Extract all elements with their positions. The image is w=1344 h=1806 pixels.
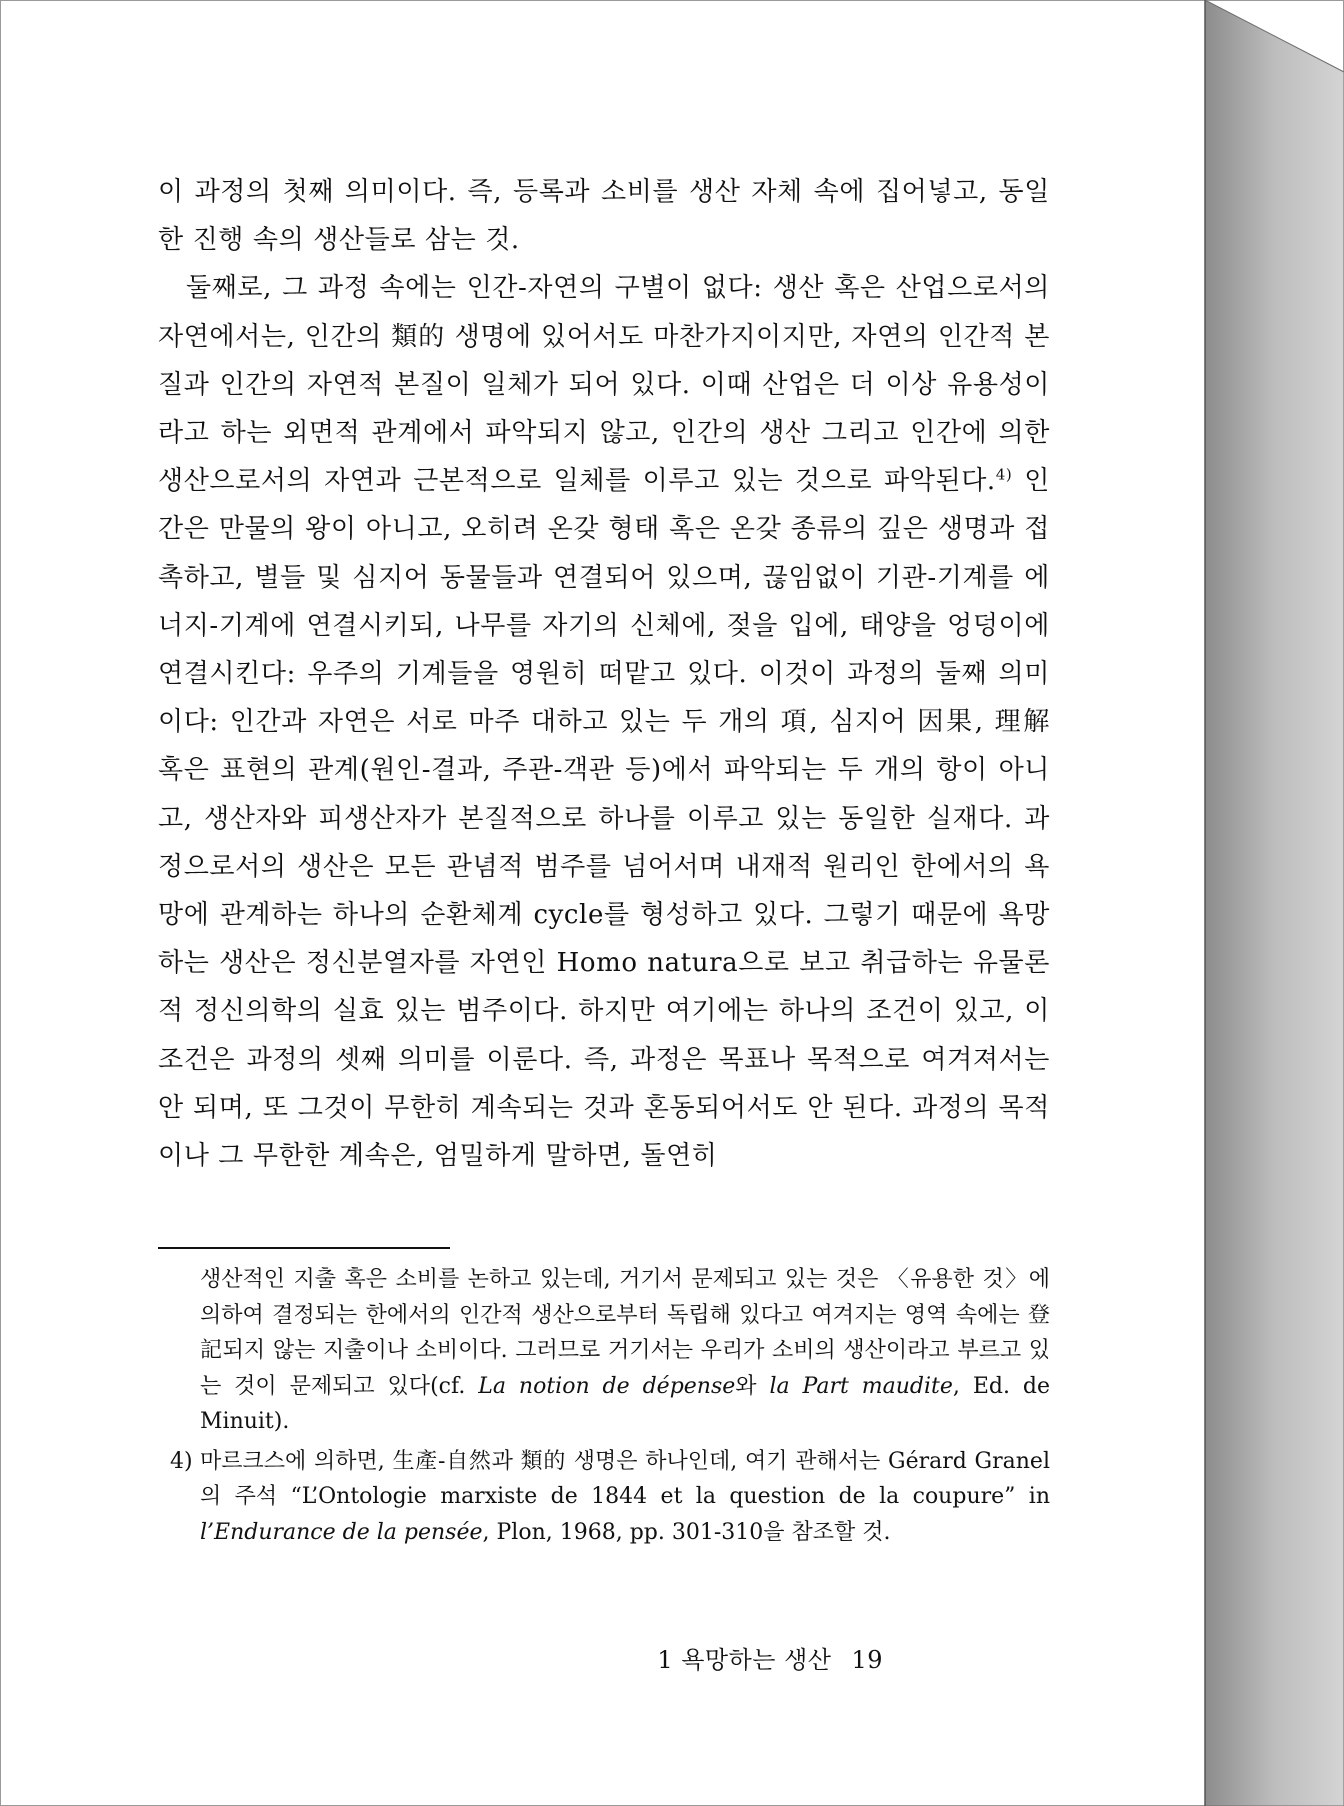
footnote-3-end: , Ed. de Minuit). [200, 1373, 1051, 1434]
footnote-reference-4: 4) [995, 465, 1013, 484]
footnote-3-continued [200, 1262, 1050, 1440]
footnote-4-number: 4) [170, 1448, 193, 1474]
footnote-rule [158, 1247, 450, 1249]
footnote-3-title-1: La notion de dépense [478, 1373, 736, 1399]
footnotes [170, 1262, 1051, 1550]
footnote-4-title: l’Endurance de la pensée [200, 1519, 483, 1545]
footnote-4 [170, 1444, 1050, 1551]
page-number: 19 [851, 1646, 883, 1674]
footnote-4-text-a: 마르크스에 의하면, 生產-自然과 類的 생명은 하나인데, 여기 관해서는 Gérard Granel의 주석 “L’Ontologie marxiste de 1844 et la question de la coupure” in [200, 1448, 1050, 1509]
page-footer [657, 1640, 883, 1675]
body-text [158, 168, 1050, 1180]
footnote-3-text: 생산적인 지출 혹은 소비를 논하고 있는데, 거기서 문제되고 있는 것은 〈유용한 것〉에 의하여 결정되는 한에서의 인간적 생산으로부터 독립해 있다고 여겨지는 영역 속에는 登記되지 않는 지출이나 소비이다. 그러므로 거기서는 우리가 소비의 생산이라고 부르고 있는 것이 문제되고 있다(cf. [200, 1267, 1050, 1399]
paragraph-1: 이 과정의 첫째 의미이다. 즉, 등록과 소비를 생산 자체 속에 집어넣고, 동일한 진행 속의 생산들로 삼는 것. [158, 177, 1050, 256]
footnote-3-mid: 와 [735, 1373, 770, 1399]
paragraph-2-part-a: 둘째로, 그 과정 속에는 인간-자연의 구별이 없다: 생산 혹은 산업으로서의 자연에서는, 인간의 類的 생명에 있어서도 마찬가지이지만, 자연의 인간적 본질과 인간의 자연적 본질이 일체가 되어 있다. 이때 산업은 더 이상 유용성이라고 하는 외면적 관계에서 파악되지 않고, 인간의 생산 그리고 인간에 의한 생산으로서의 자연과 근본적으로 일체를 이루고 있는 것으로 파악된다. [158, 273, 1050, 497]
footnote-4-text-b: , Plon, 1968, pp. 301-310을 참조할 것. [482, 1519, 891, 1545]
footnote-3-title-2: la Part maudite [769, 1373, 953, 1399]
running-head: 1 욕망하는 생산 [657, 1646, 832, 1674]
paragraph-2-part-b: 인간은 만물의 왕이 아니고, 오히려 온갖 형태 혹은 온갖 종류의 깊은 생명과 접촉하고, 별들 및 심지어 동물들과 연결되어 있으며, 끊임없이 기관-기계를 에너지-기계에 연결시키되, 나무를 자기의 신체에, 젖을 입에, 태양을 엉덩이에 연결시킨다: 우주의 기계들을 영원히 떠맡고 있다. 이것이 과정의 둘째 의미이다: 인간과 자연은 서로 마주 대하고 있는 두 개의 項, 심지어 因果, 理解 혹은 표현의 관계(원인-결과, 주관-객관 등)에서 파악되는 두 개의 항이 아니고, 생산자와 피생산자가 본질적으로 하나를 이루고 있는 동일한 실재다. 과정으로서의 생산은 모든 관념적 범주를 넘어서며 내재적 원리인 한에서의 욕망에 관계하는 하나의 순환체계 cycle를 형성하고 있다. 그렇기 때문에 욕망하는 생산은 정신분열자를 자연인 Homo natura으로 보고 취급하는 유물론적 정신의학의 실효 있는 범주이다. 하지만 여기에는 하나의 조건이 있고, 이 조건은 과정의 셋째 의미를 이룬다. 즉, 과정은 목표나 목적으로 여겨져서는 안 되며, 또 그것이 무한히 계속되는 것과 혼동되어서도 안 된다. 과정의 목적이나 그 무한한 계속은, 엄밀하게 말하면, 돌연히 [158, 466, 1050, 1172]
paragraph-2 [158, 264, 1050, 1180]
